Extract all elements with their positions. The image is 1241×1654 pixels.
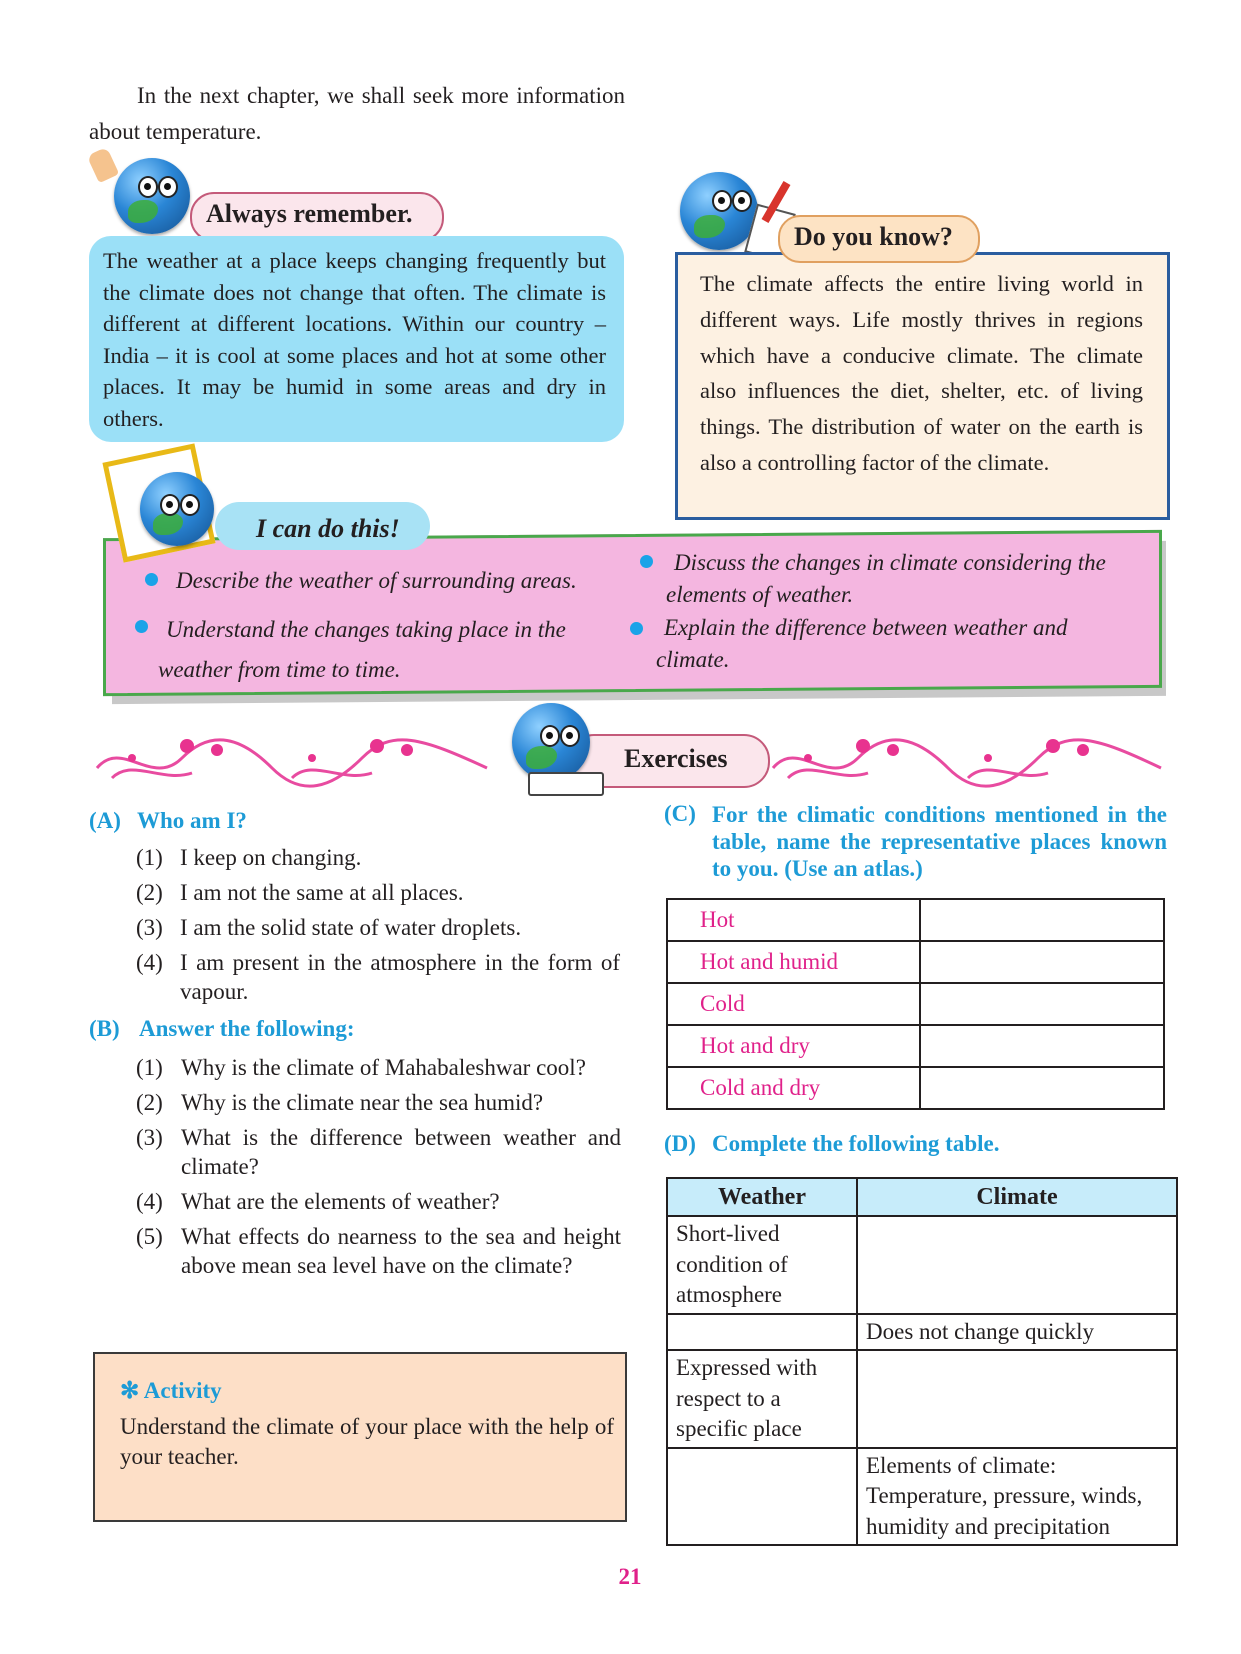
floral-ornament-right	[768, 728, 1166, 790]
section-d-heading: Complete the following table.	[712, 1131, 1000, 1156]
page-number: 21	[618, 1564, 642, 1589]
section-c-heading: For the climatic conditions mentioned in the table, name the representative places known to you. (Use an atlas.)	[712, 802, 1167, 881]
weather-cell[interactable]	[667, 1448, 857, 1546]
climate-cell: Does not change quickly	[857, 1314, 1177, 1351]
eye-icon	[160, 494, 180, 516]
section-c-label: (C)	[664, 801, 696, 826]
do-you-know-title: Do you know?	[794, 222, 953, 251]
eye-icon	[180, 494, 200, 516]
condition-cell: Hot and humid	[667, 941, 920, 983]
header-climate: Climate	[857, 1178, 1177, 1216]
can-do-title: I can do this!	[256, 514, 400, 543]
answer-cell[interactable]	[920, 1025, 1164, 1067]
question-number: (1)	[136, 845, 163, 870]
weather-climate-table	[666, 1177, 1178, 1546]
can-do-item: Explain the difference between weather and climate.	[656, 615, 1068, 672]
question-number: (3)	[136, 915, 163, 940]
book-icon	[528, 772, 604, 796]
table-row	[667, 983, 1164, 1025]
table-header-row	[667, 1178, 1177, 1216]
table-row	[667, 899, 1164, 941]
question-text: What effects do nearness to the sea and height above mean sea level have on the climate?	[181, 1224, 621, 1278]
can-do-item: Describe the weather of surrounding areas.	[176, 568, 577, 593]
answer-cell[interactable]	[920, 983, 1164, 1025]
answer-cell[interactable]	[920, 1067, 1164, 1109]
eye-icon	[560, 725, 580, 747]
bullet-icon	[630, 622, 643, 635]
always-remember-text: The weather at a place keeps changing frequently but the climate does not change that often. The climate is different at different locations. Within our country – India – it is cool at some places and hot at some other places. It may be humid in some areas and dry in others.	[103, 248, 606, 431]
weather-cell: Short-lived condition of atmosphere	[667, 1216, 857, 1314]
answer-cell[interactable]	[920, 899, 1164, 941]
exercises-title: Exercises	[624, 744, 728, 773]
pointing-hand-icon	[87, 147, 120, 183]
floral-ornament-left	[92, 728, 492, 790]
condition-cell: Hot	[667, 899, 920, 941]
section-d-label: (D)	[664, 1131, 696, 1156]
condition-cell: Cold	[667, 983, 920, 1025]
header-weather: Weather	[667, 1178, 857, 1216]
bullet-icon	[640, 555, 653, 568]
condition-cell: Cold and dry	[667, 1067, 920, 1109]
eye-icon	[732, 190, 752, 212]
weather-cell[interactable]	[667, 1314, 857, 1351]
table-row	[667, 941, 1164, 983]
section-a-label: (A)	[89, 808, 121, 833]
bullet-icon	[135, 620, 148, 633]
question-text: I am present in the atmosphere in the form of vapour.	[180, 950, 620, 1004]
question-text: I keep on changing.	[180, 845, 362, 870]
table-row	[667, 1314, 1177, 1351]
bullet-icon	[145, 573, 158, 586]
question-number: (5)	[136, 1224, 163, 1249]
answer-cell[interactable]	[920, 941, 1164, 983]
always-remember-title: Always remember.	[206, 199, 413, 228]
weather-cell: Expressed with respect to a specific place	[667, 1350, 857, 1448]
climate-cell[interactable]	[857, 1216, 1177, 1314]
question-number: (4)	[136, 1189, 163, 1214]
table-row	[667, 1216, 1177, 1314]
question-number: (2)	[136, 1090, 163, 1115]
question-number: (3)	[136, 1125, 163, 1150]
question-number: (2)	[136, 880, 163, 905]
question-text: I am the solid state of water droplets.	[180, 915, 522, 940]
question-text: Why is the climate of Mahabaleshwar cool?	[181, 1055, 586, 1080]
intro-paragraph: In the next chapter, we shall seek more information about temperature.	[89, 83, 625, 144]
eye-icon	[540, 725, 560, 747]
table-row	[667, 1448, 1177, 1546]
activity-text: Understand the climate of your place with the help of your teacher.	[120, 1414, 614, 1469]
can-do-item: Discuss the changes in climate considering the elements of weather.	[666, 550, 1106, 607]
eye-icon	[712, 190, 732, 212]
question-text: I am not the same at all places.	[180, 880, 464, 905]
climate-cell[interactable]	[857, 1350, 1177, 1448]
section-b-heading: Answer the following:	[139, 1016, 355, 1041]
question-text: What are the elements of weather?	[181, 1189, 500, 1214]
section-b-label: (B)	[89, 1016, 120, 1041]
question-number: (1)	[136, 1055, 163, 1080]
climate-cell: Elements of climate: Temperature, pressure, winds, humidity and precipitation	[857, 1448, 1177, 1546]
question-text: What is the difference between weather and climate?	[181, 1125, 621, 1179]
condition-cell: Hot and dry	[667, 1025, 920, 1067]
do-you-know-text: The climate affects the entire living world in different ways. Life mostly thrives in regions which have a conducive climate. The climate also influences the diet, shelter, etc. of living things. The distribution of water on the earth is also a controlling factor of the climate.	[700, 271, 1143, 475]
table-row	[667, 1067, 1164, 1109]
can-do-item: Understand the changes taking place in the weather from time to time.	[158, 617, 566, 682]
always-remember-mascot	[92, 150, 202, 240]
activity-title: ✻ Activity	[120, 1378, 222, 1403]
eye-icon	[158, 176, 178, 198]
table-row	[667, 1350, 1177, 1448]
question-number: (4)	[136, 950, 163, 975]
question-text: Why is the climate near the sea humid?	[181, 1090, 544, 1115]
eye-icon	[138, 176, 158, 198]
climate-places-table	[666, 898, 1165, 1110]
section-a-heading: Who am I?	[137, 808, 247, 833]
table-row	[667, 1025, 1164, 1067]
